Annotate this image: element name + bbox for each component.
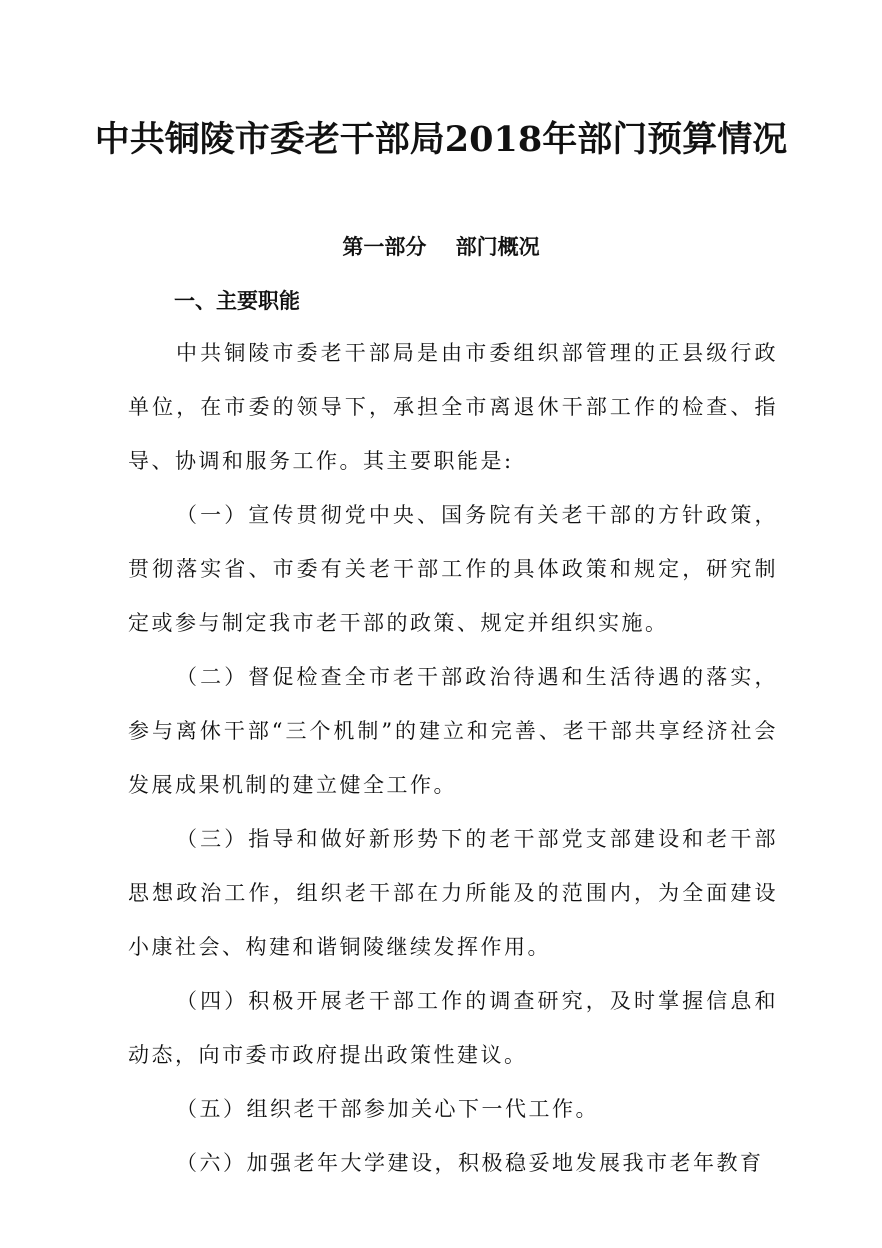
paragraph-duty-4: （四）积极开展老干部工作的调查研究，及时掌握信息和动态，向市委市政府提出政策性建议。	[128, 989, 778, 1067]
section-heading: 一、主要职能	[174, 289, 300, 313]
paragraph-duty-6: （六）加强老年大学建设，积极稳妥地发展我市老年教育	[176, 1151, 764, 1175]
document-title: 中共铜陵市委老干部局2018年部门预算情况	[94, 119, 788, 160]
paragraph-duty-3: （三）指导和做好新形势下的老干部党支部建设和老干部思想政治工作，组织老干部在力所能及的范围内，为全面建设小康社会、构建和谐铜陵继续发挥作用。	[128, 827, 778, 959]
paragraph-duty-2: （二）督促检查全市老干部政治待遇和生活待遇的落实，参与离休干部“三个机制”的建立和完善、老干部共享经济社会发展成果机制的建立健全工作。	[128, 665, 778, 797]
paragraph-duty-1: （一）宣传贯彻党中央、国务院有关老干部的方针政策，贯彻落实省、市委有关老干部工作的具体政策和规定，研究制定或参与制定我市老干部的政策、规定并组织实施。	[128, 503, 778, 635]
paragraph-intro: 中共铜陵市委老干部局是由市委组织部管理的正县级行政单位，在市委的领导下，承担全市离退休干部工作的检查、指导、协调和服务工作。其主要职能是:	[128, 341, 778, 473]
part-heading: 第一部分 部门概况	[342, 235, 540, 259]
paragraph-duty-5: （五）组织老干部参加关心下一代工作。	[176, 1097, 599, 1121]
